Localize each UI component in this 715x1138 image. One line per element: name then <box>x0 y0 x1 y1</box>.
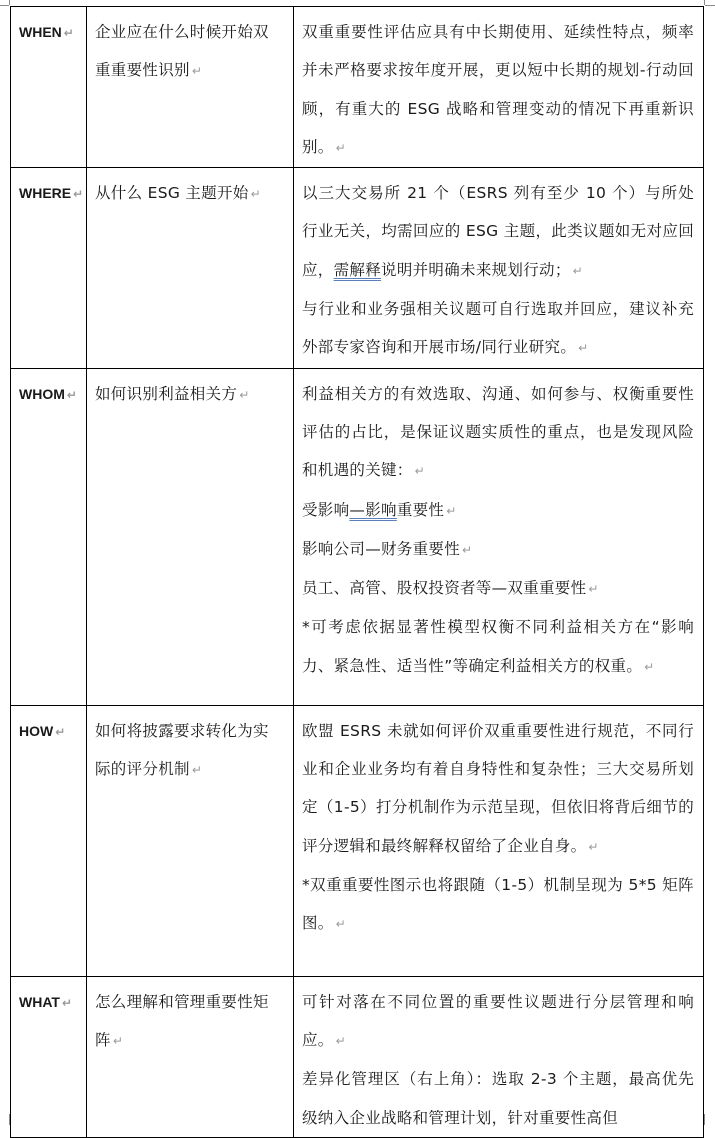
row-question-cell <box>87 976 294 1137</box>
crop-mark-top-right-h <box>705 5 715 6</box>
row-question: 从什么 ESG 主题开始 <box>95 184 249 203</box>
row-key-cell <box>11 168 87 368</box>
row-answer-cell <box>294 7 704 168</box>
paragraph-mark-icon <box>64 26 74 40</box>
answer-paragraph: 利益相关方的有效选取、沟通、如何参与、权衡重要性评估的占比，是保证议题实质性的重点，也是发现风险和机遇的关键： ↵ <box>302 375 694 491</box>
paragraph-mark-icon <box>446 504 456 518</box>
paragraph-mark-icon <box>73 187 83 201</box>
row-answer-cell <box>294 705 704 976</box>
row-key-cell <box>11 705 87 976</box>
answer-paragraph: *双重重要性图示也将跟随（1-5）机制呈现为 5*5 矩阵图。 ↵ <box>302 866 694 944</box>
paragraph-mark-icon <box>644 660 654 674</box>
row-key: WHAT <box>19 993 60 1010</box>
paragraph-mark-icon <box>588 582 598 596</box>
paragraph-mark-icon <box>336 141 346 155</box>
paragraph-mark-icon <box>588 840 598 854</box>
row-question: 如何识别利益相关方 <box>95 384 238 403</box>
answer-paragraph: *可考虑依据显著性模型权衡不同利益相关方在“影响力、紧急性、适当性”等确定利益相关方的权重。 ↵ <box>302 608 694 686</box>
row-key-cell <box>11 7 87 168</box>
row-key: HOW <box>19 722 54 739</box>
table-row-how <box>11 705 704 976</box>
row-question-cell <box>87 7 294 168</box>
answer-paragraph: 以三大交易所 21 个（ESRS 列有至少 10 个）与所处行业无关，均需回应的 ESG 主题，此类议题如无对应回应，需解释说明并明确未来规划行动； ↵ <box>302 174 694 290</box>
answer-paragraph: 差异化管理区（右上角）：选取 2-3 个主题，最高优先级纳入企业战略和管理计划，针对重要性高但 <box>302 1070 694 1127</box>
grammar-marked-text: 需解释 <box>333 260 382 279</box>
row-question: 企业应在什么时候开始双重重要性识别 <box>95 23 269 80</box>
row-question-cell <box>87 168 294 368</box>
crop-mark-top-right-v <box>704 0 705 5</box>
table-row-where <box>11 168 704 368</box>
grammar-marked-text: —影响 <box>349 500 397 519</box>
paragraph-mark-icon <box>62 996 72 1010</box>
paragraph-mark-icon <box>113 1034 123 1048</box>
row-question-cell <box>87 368 294 705</box>
answer-paragraph: 与行业和业务强相关议题可自行选取并回应，建议补充外部专家咨询和开展市场/同行业研究。 ↵ <box>302 290 694 368</box>
crop-mark-bottom-right-v <box>704 1114 705 1125</box>
answer-paragraph: 受影响—影响重要性 ↵ <box>302 491 694 530</box>
paragraph-mark-icon <box>336 1034 346 1048</box>
row-key: WHEN <box>19 24 62 40</box>
row-answer-cell <box>294 368 704 705</box>
paragraph-mark-icon <box>415 464 425 478</box>
row-question: 如何将披露要求转化为实际的评分机制 <box>95 721 269 778</box>
row-key-cell <box>11 368 87 705</box>
row-answer-cell <box>294 976 704 1137</box>
paragraph-mark-icon <box>462 543 472 557</box>
paragraph-mark-icon <box>55 725 65 739</box>
answer-paragraph: 员工、高管、股权投资者等—双重重要性 ↵ <box>302 569 694 608</box>
table-row-whom <box>11 368 704 705</box>
row-question-cell <box>87 705 294 976</box>
paragraph-mark-icon <box>573 264 583 278</box>
paragraph-mark-icon <box>578 341 588 355</box>
row-key-cell <box>11 976 87 1137</box>
paragraph-mark-icon <box>192 64 202 78</box>
row-question: 怎么理解和管理重要性矩阵 <box>95 992 269 1049</box>
five-w-table <box>10 6 704 1138</box>
table-row-when <box>11 7 704 168</box>
answer-paragraph: 欧盟 ESRS 未就如何评价双重重要性进行规范，不同行业和企业业务均有着自身特性和复杂性；三大交易所划定（1-5）打分机制作为示范呈现，但依旧将背后细节的评分逻辑和最终解释权留给了企业自身。 ↵ <box>302 712 694 866</box>
paragraph-mark-icon <box>251 187 261 201</box>
paragraph-mark-icon <box>67 388 77 402</box>
crop-mark-top-left-v <box>9 0 10 5</box>
row-answer-cell <box>294 168 704 368</box>
crop-mark-top-left-h <box>0 5 9 6</box>
answer-paragraph: 双重重要性评估应具有中长期使用、延续性特点，频率并未严格要求按年度开展，更以短中长期的规划-行动回顾，有重大的 ESG 战略和管理变动的情况下再重新识别。 ↵ <box>302 13 694 167</box>
paragraph-mark-icon <box>336 917 346 931</box>
row-key: WHERE <box>19 185 72 202</box>
table-row-what <box>11 976 704 1137</box>
paragraph-mark-icon <box>239 388 249 402</box>
paragraph-mark-icon <box>192 763 202 777</box>
answer-paragraph: 可针对落在不同位置的重要性议题进行分层管理和响应。 ↵ <box>302 983 694 1061</box>
row-key: WHOM <box>19 385 65 402</box>
answer-paragraph: 影响公司—财务重要性 ↵ <box>302 530 694 569</box>
